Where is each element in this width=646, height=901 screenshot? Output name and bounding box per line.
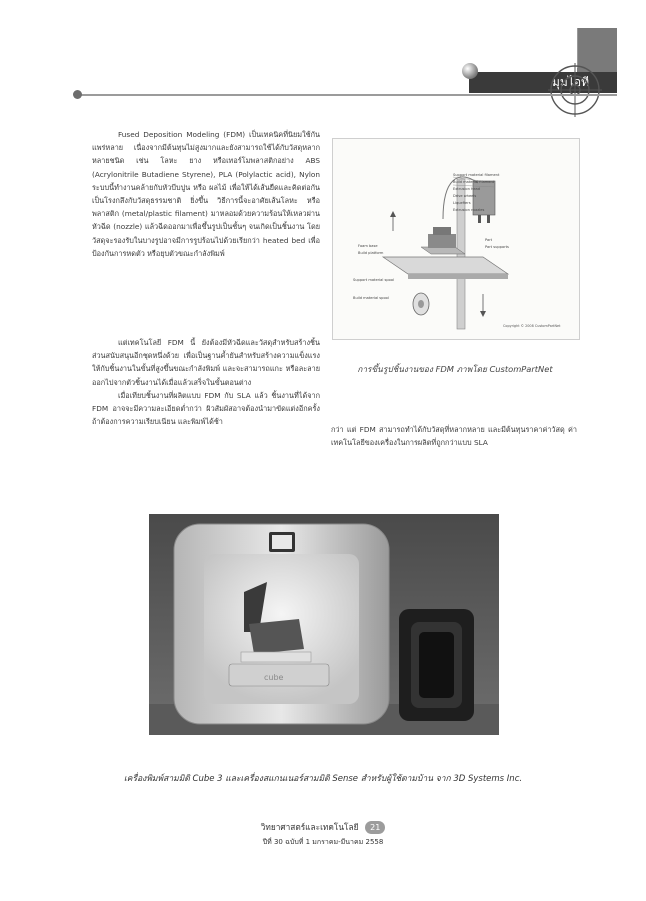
fdm-diagram <box>332 138 580 340</box>
footer-journal <box>0 820 646 834</box>
header-rule <box>78 94 617 96</box>
paragraph-fdm-intro: Fused Deposition Modeling (FDM) เป็นเทคนิคที่นิยมใช้กันแพร่หลาย เนื่องจากมีต้นทุนไม่สูงมากและยังสามารถใช้ได้กับวัสดุหลากหลายชนิด เช่น โลหะ ยาง หรือเทอร์โมพลาสติกอย่าง ABS (Acrylonitrile Butadiene Styrene), PLA (Polylactic acid), Nylon ระบบนี้ทำงานคล้ายกับหัวบีบปูน หรือ ผลไม้ เพื่อให้ได้เส้นยืดและคิดต่อกันเป็นโรงกลึงกับวัสดุธรรมชาติ ยิ่งขึ้น วิธีการนี้จะอาศัยเส้นโลหะ หรือพลาสติก (metal/plastic filament) มาหลอมด้วยความร้อนให้เหลวผ่านหัวฉีด (nozzle) แล้วฉีดออกมาเพื่อขึ้นรูปเป็นชั้นๆ จนเกิดเป็นชิ้นงาน โดยวัสดุจะรองรับในบางรูปอาจมีการรูปร้อนไปด้วยเรียกว่า heated bed เพื่อป้องกันการหดตัว หรือยุบตัวขณะกำลังพิมพ์ <box>92 130 320 258</box>
paragraph-fdm-vs-sla: เมื่อเทียบชิ้นงานที่ผลิตแบบ FDM กับ SLA แล้ว ชิ้นงานที่ได้จาก FDM อาจจะมีความละเอียดต่ำกว่า ผิวสัมผัสอาจต้องนำมาขัดแต่งอีกครั้งถ้าต้องการความเรียบเนียน และพิมพ์ได้ช้า <box>92 390 320 427</box>
article-column-left-top <box>92 128 320 260</box>
label-support-filament: Support material filament <box>453 173 500 177</box>
label-nozzles: Extrusion nozzles <box>453 208 485 212</box>
label-build-spool: Build material spool <box>353 296 389 300</box>
label-extrusion-head: Extrusion head <box>453 187 481 191</box>
section-title: มุมไอที <box>552 75 589 89</box>
footer-issue: ปีที่ 30 ฉบับที่ 1 มกราคม-มีนาคม 2558 <box>262 838 384 846</box>
page-number: 21 <box>365 821 385 834</box>
label-drive-wheels: Drive wheels <box>453 194 477 198</box>
label-support-spool: Support material spool <box>353 278 395 282</box>
figure-copyright: Copyright © 2008 CustomPartNet <box>503 324 561 328</box>
paragraph-fdm-support: แต่เทคโนโลยี FDM นี้ ยังต้องมีหัวฉีดและวัสดุสำหรับสร้างชิ้นส่วนสนับสนุนอีกชุดหนึ่งด้วย เพื่อเป็นฐานค้ำยันสำหรับสร้างความแข็งแรงให้กับชิ้นงานในขั้นที่สูงขึ้นขณะกำลังพิมพ์ และจะสามารถแกะ หรือละลายออกไปจากตัวชิ้นงานได้เมื่อแล้วเสร็จในขั้นตอนต่าง <box>92 338 320 387</box>
label-build-filament: Build material filament <box>453 180 495 184</box>
label-foam-base: Foam base <box>358 244 378 248</box>
article-column-left-bottom <box>92 336 320 428</box>
header-vertical-line <box>577 28 578 68</box>
fdm-diagram-drawing <box>333 139 579 339</box>
journal-title: วิทยาศาสตร์และเทคโนโลยี <box>260 822 359 832</box>
label-build-platform: Build platform <box>358 251 384 255</box>
paragraph-fdm-vs-sla-continued: กว่า แต่ FDM สามารถทำได้กับวัสดุที่หลากหลาย และมีต้นทุนราคาค่าวัสดุ ค่าเทคโนโลยีของเครื่องในการผลิตที่ถูกกว่าแบบ SLA <box>331 425 577 448</box>
fdm-diagram-caption: การขึ้นรูปชิ้นงานของ FDM ภาพโดย CustomPartNet <box>357 364 553 374</box>
crosshair-icon <box>548 63 602 117</box>
header-ball-icon <box>462 63 478 79</box>
cube-logo: cube <box>264 673 284 682</box>
cube3-sense-photo <box>149 514 499 735</box>
article-column-right <box>331 423 577 449</box>
cube3-sense-illustration <box>149 514 499 735</box>
photo-caption: เครื่องพิมพ์สามมิติ Cube 3 และเครื่องสแกนเนอร์สามมิติ Sense สำหรับผู้ใช้ตามบ้าน จาก 3D Systems Inc. <box>123 774 523 784</box>
label-part-supports: Part supports <box>485 245 509 249</box>
label-part: Part <box>485 238 493 242</box>
header-rule-dot <box>73 90 82 99</box>
label-liquefiers: Liquefiers <box>453 201 471 205</box>
